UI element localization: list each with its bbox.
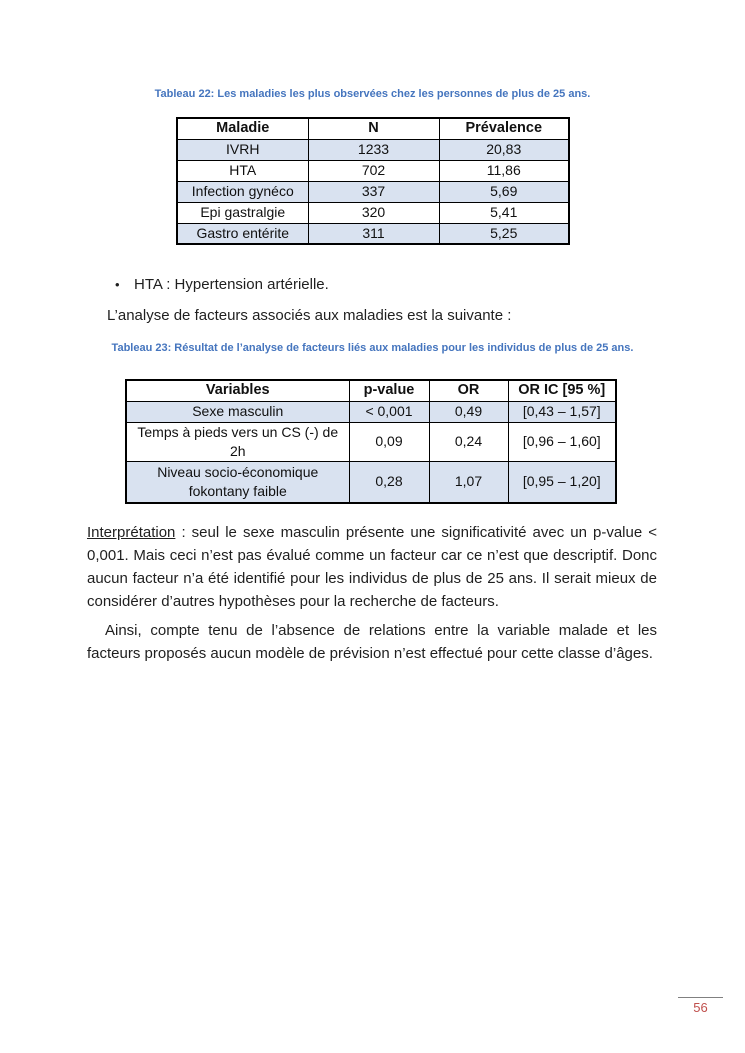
table22-header-maladie: Maladie bbox=[177, 118, 308, 139]
table-cell: 0,28 bbox=[349, 461, 429, 503]
table-row bbox=[177, 223, 569, 244]
table-row bbox=[177, 202, 569, 223]
table-cell: 1,07 bbox=[429, 461, 508, 503]
table23-header-or: OR bbox=[429, 380, 508, 401]
table22-header-n: N bbox=[308, 118, 439, 139]
table23 bbox=[125, 379, 617, 504]
bullet-note bbox=[115, 275, 329, 295]
table23-header-variables: Variables bbox=[126, 380, 349, 401]
table23-header-oric: OR IC [95 %] bbox=[508, 380, 616, 401]
table-cell: [0,96 – 1,60] bbox=[508, 422, 616, 461]
table-cell: 5,41 bbox=[439, 202, 569, 223]
table-cell: 702 bbox=[308, 160, 439, 181]
table22 bbox=[176, 117, 570, 245]
table-cell: Epi gastralgie bbox=[177, 202, 308, 223]
table-row bbox=[126, 422, 616, 461]
table-cell: 11,86 bbox=[439, 160, 569, 181]
bullet-note-text: HTA : Hypertension artérielle. bbox=[134, 276, 329, 293]
table-cell: 5,69 bbox=[439, 181, 569, 202]
table-cell: [0,43 – 1,57] bbox=[508, 401, 616, 422]
interpretation-label: Interprétation bbox=[87, 524, 176, 541]
table-cell: HTA bbox=[177, 160, 308, 181]
table-cell: Infection gynéco bbox=[177, 181, 308, 202]
interpretation-paragraph bbox=[87, 521, 657, 613]
table-cell: IVRH bbox=[177, 139, 308, 160]
bullet-icon: • bbox=[115, 277, 120, 292]
table-cell: Gastro entérite bbox=[177, 223, 308, 244]
table-cell: 0,09 bbox=[349, 422, 429, 461]
table22-caption: Tableau 22: Les maladies les plus observées chez les personnes de plus de 25 ans. bbox=[154, 88, 591, 100]
table22-header-prevalence: Prévalence bbox=[439, 118, 569, 139]
table-row bbox=[126, 461, 616, 503]
closing-paragraph: Ainsi, compte tenu de l’absence de relations entre la variable malade et les facteurs proposés aucun modèle de prévision n’est effectué pour cette classe d’âges. bbox=[87, 622, 657, 662]
table-cell: 0,24 bbox=[429, 422, 508, 461]
table22-header-row bbox=[177, 118, 569, 139]
table-row bbox=[126, 401, 616, 422]
table-row bbox=[177, 139, 569, 160]
table-cell: 0,49 bbox=[429, 401, 508, 422]
table23-header-row bbox=[126, 380, 616, 401]
table-cell: Temps à pieds vers un CS (-) de 2h bbox=[126, 422, 349, 461]
table-cell: [0,95 – 1,20] bbox=[508, 461, 616, 503]
table-cell: Sexe masculin bbox=[126, 401, 349, 422]
table-cell: < 0,001 bbox=[349, 401, 429, 422]
table-row bbox=[177, 181, 569, 202]
intro-paragraph: L’analyse de facteurs associés aux maladies est la suivante : bbox=[107, 307, 512, 324]
interpretation-text: : seul le sexe masculin présente une significativité avec un p-value < 0,001. Mais ceci n’est pas évalué comme un facteur car ce n’est que descriptif. Donc aucun facteur n’a été identifié pour les individus de plus de 25 ans. Il serait mieux de considérer d’autres hypothèses pour la recherche de facteurs. bbox=[87, 524, 657, 610]
table-cell: 1233 bbox=[308, 139, 439, 160]
table-cell: Niveau socio-économique fokontany faible bbox=[126, 461, 349, 503]
table23-caption: Tableau 23: Résultat de l’analyse de facteurs liés aux maladies pour les individus de plus de 25 ans. bbox=[111, 342, 634, 354]
table23-header-pvalue: p-value bbox=[349, 380, 429, 401]
table-cell: 5,25 bbox=[439, 223, 569, 244]
table-cell: 20,83 bbox=[439, 139, 569, 160]
table-cell: 311 bbox=[308, 223, 439, 244]
page-number: 56 bbox=[693, 1000, 708, 1015]
table-cell: 320 bbox=[308, 202, 439, 223]
table-row bbox=[177, 160, 569, 181]
footer-divider bbox=[678, 997, 723, 998]
table-cell: 337 bbox=[308, 181, 439, 202]
